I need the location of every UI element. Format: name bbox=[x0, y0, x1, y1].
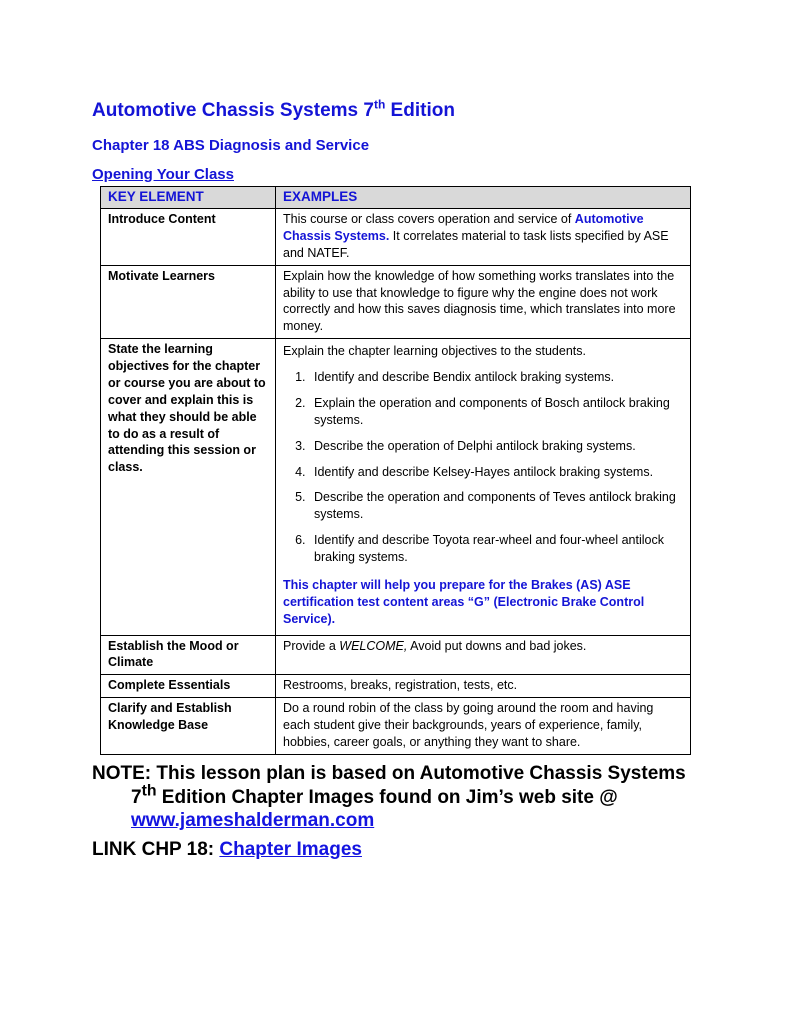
key-element-clarify-knowledge-base: Clarify and Establish Knowledge Base bbox=[101, 698, 276, 755]
example-text: It correlates material to task lists specified by ASE and NATEF. bbox=[283, 228, 669, 260]
table-row-learning-objectives bbox=[101, 339, 691, 635]
objective-item: 3. Describe the operation of Delphi antilock braking systems. bbox=[309, 438, 683, 455]
note-superscript: th bbox=[141, 782, 157, 800]
example-text: Provide a bbox=[283, 638, 340, 653]
table-row-introduce-content bbox=[101, 209, 691, 266]
objective-item: 6. Identify and describe Toyota rear-wheel and four-wheel antilock braking systems. bbox=[309, 532, 683, 566]
key-element-establish-mood: Establish the Mood or Climate bbox=[101, 635, 276, 675]
objective-item: 2. Explain the operation and components of Bosch antilock braking systems. bbox=[309, 395, 683, 429]
examples-introduce-content bbox=[276, 209, 691, 266]
chapter-heading: Chapter 18 ABS Diagnosis and Service bbox=[92, 136, 370, 154]
key-element-complete-essentials: Complete Essentials bbox=[101, 675, 276, 698]
example-text: This course or class covers operation and service of bbox=[283, 212, 575, 227]
note-text: Edition Chapter Images found on Jim’s web site @ bbox=[156, 786, 618, 808]
chapter-link-line bbox=[92, 838, 699, 862]
note-paragraph bbox=[92, 762, 699, 833]
examples-motivate-learners: Explain how the knowledge of how something works translates into the ability to use that knowledge to figure why the engine does not work correctly and how this saves diagnosis time, which translates into more money. bbox=[276, 265, 691, 339]
table-row-establish-mood bbox=[101, 635, 691, 675]
example-text: Avoid put downs and bad jokes. bbox=[407, 638, 587, 653]
document-title bbox=[92, 97, 699, 123]
document-title-tail: Edition bbox=[385, 100, 455, 121]
note-text: NOTE: This lesson plan is based on Automotive Chassis Systems 7 bbox=[92, 762, 686, 808]
column-header-examples: EXAMPLES bbox=[276, 186, 691, 208]
objectives-lead-text: Explain the chapter learning objectives to the students. bbox=[283, 344, 586, 359]
certification-note: This chapter will help you prepare for the Brakes (AS) ASE certification test content areas “G” (Electronic Brake Control Service). bbox=[283, 577, 645, 626]
examples-clarify-knowledge-base: Do a round robin of the class by going around the room and having each student give their backgrounds, years of experience, family, hobbies, career goals, or anything they want to share. bbox=[276, 698, 691, 755]
table-row-motivate-learners bbox=[101, 265, 691, 339]
website-link[interactable]: www.jameshalderman.com bbox=[131, 810, 375, 832]
title-superscript: th bbox=[373, 97, 386, 112]
objective-item: 4. Identify and describe Kelsey-Hayes antilock braking systems. bbox=[309, 464, 683, 481]
key-element-introduce-content: Introduce Content bbox=[101, 209, 276, 266]
key-element-motivate-learners: Motivate Learners bbox=[101, 265, 276, 339]
document-title-text: Automotive Chassis Systems 7 bbox=[92, 100, 374, 121]
chapter-link-label: LINK CHP 18: bbox=[92, 839, 220, 861]
examples-establish-mood bbox=[276, 635, 691, 675]
key-element-learning-objectives: State the learning objectives for the chapter or course you are about to cover and explain this is what they should be able to do as a result of attending this session or class. bbox=[101, 339, 276, 635]
table-header-row bbox=[101, 186, 691, 208]
examples-learning-objectives bbox=[276, 339, 691, 635]
objective-item: 1. Identify and describe Bendix antilock braking systems. bbox=[309, 369, 683, 386]
table-row-clarify-knowledge-base bbox=[101, 698, 691, 755]
section-heading: Opening Your Class bbox=[92, 165, 234, 183]
objective-item: 5. Describe the operation and components of Teves antilock braking systems. bbox=[309, 489, 683, 523]
example-italic-text: WELCOME, bbox=[339, 638, 408, 653]
objectives-list bbox=[283, 369, 683, 566]
column-header-key-element: KEY ELEMENT bbox=[101, 186, 276, 208]
example-highlight-text: Automotive Chassis Systems. bbox=[283, 212, 644, 243]
examples-complete-essentials: Restrooms, breaks, registration, tests, etc. bbox=[276, 675, 691, 698]
chapter-images-link[interactable]: Chapter Images bbox=[219, 839, 362, 861]
lesson-plan-table bbox=[100, 186, 691, 755]
table-row-complete-essentials bbox=[101, 675, 691, 698]
